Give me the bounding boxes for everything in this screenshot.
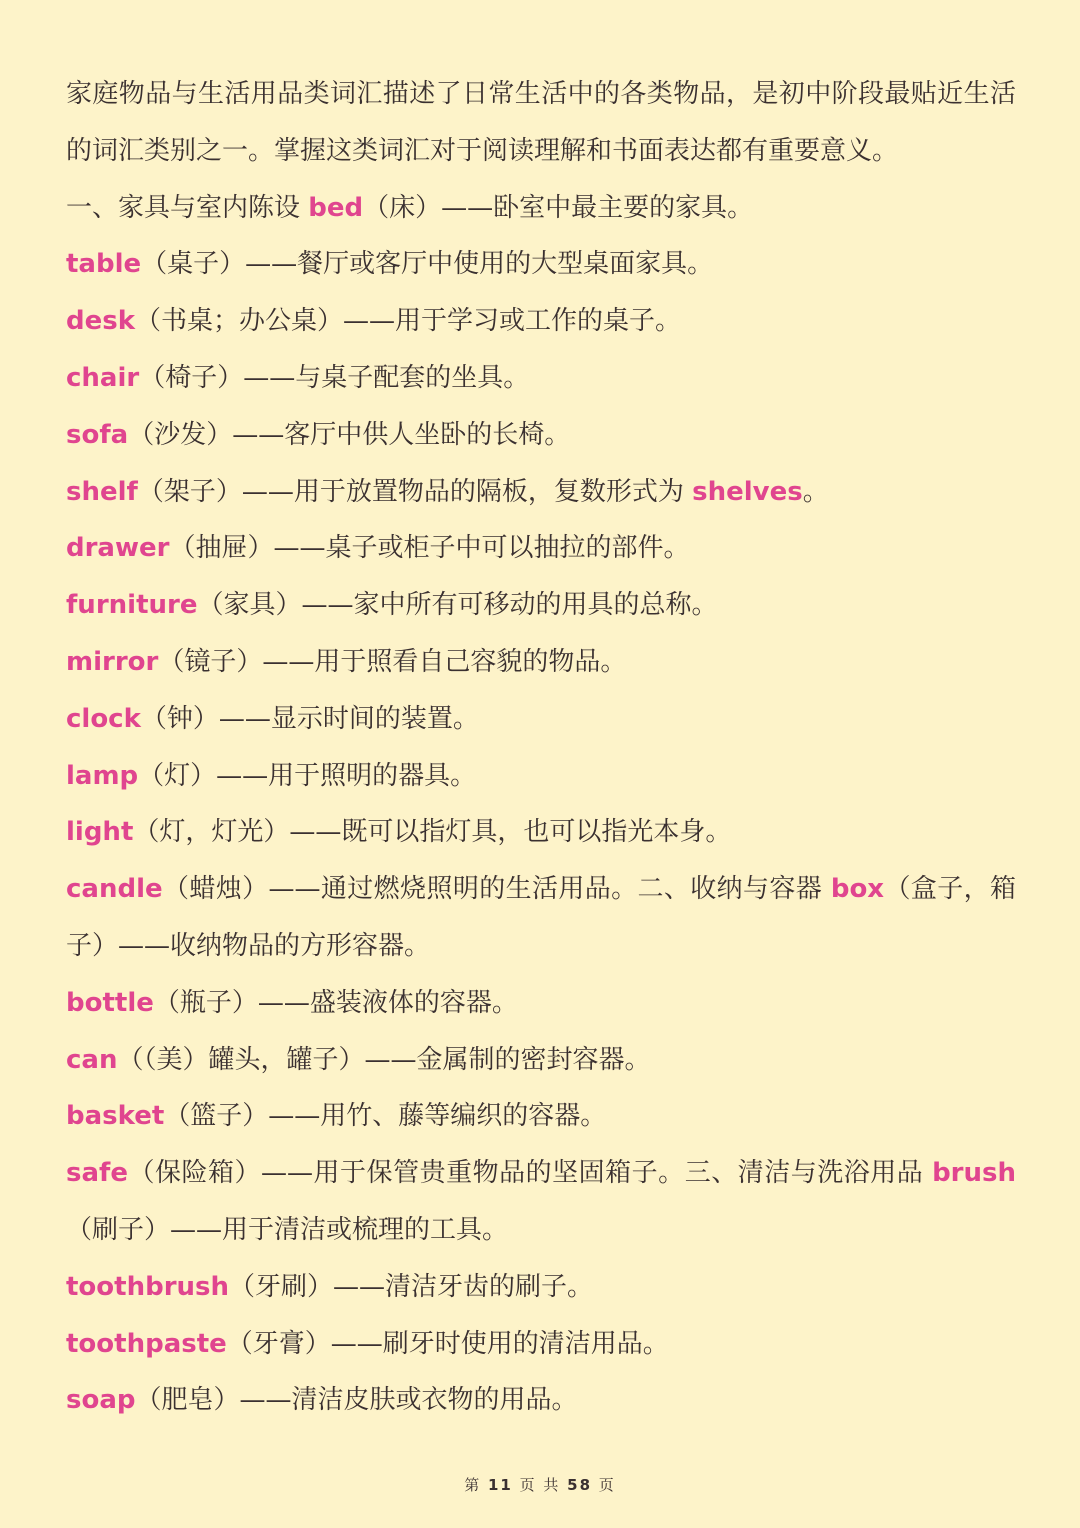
entry-clock [66, 691, 1016, 748]
entry-sofa [66, 407, 1016, 464]
keyword: chair [66, 362, 140, 393]
gloss: （桌子）——餐厅或客厅中使用的大型桌面家具。 [141, 249, 714, 280]
entry-safe [66, 1145, 1016, 1259]
gloss: （牙膏）——刷牙时使用的清洁用品。 [226, 1328, 669, 1359]
gloss: （牙刷）——清洁牙齿的刷子。 [229, 1271, 594, 1302]
entry-candle [66, 861, 1016, 975]
entry-table [66, 236, 1016, 293]
entry-can [66, 1032, 1016, 1089]
keyword: can [66, 1044, 118, 1075]
keyword: lamp [66, 760, 139, 791]
keyword: toothbrush [66, 1271, 230, 1302]
entry-light [66, 804, 1016, 861]
gloss: （沙发）——客厅中供人坐卧的长椅。 [128, 419, 571, 450]
gloss: （钟）——显示时间的装置。 [140, 703, 479, 734]
entry-chair [66, 350, 1016, 407]
gloss: （保险箱）——用于保管贵重物品的坚固箱子。 [127, 1158, 685, 1189]
section-heading-containers: 二、收纳与容器 [637, 874, 831, 905]
keyword: drawer [66, 533, 170, 564]
keyword: shelf [66, 476, 138, 507]
gloss: （（美）罐头，罐子）——金属制的密封容器。 [117, 1044, 651, 1075]
gloss: （篮子）——用竹、藤等编织的容器。 [164, 1101, 607, 1132]
entry-toothpaste [66, 1316, 1016, 1373]
gloss-tail: 。 [802, 476, 829, 507]
gloss: （抽屉）——桌子或柜子中可以抽拉的部件。 [169, 533, 690, 564]
gloss: （肥皂）——清洁皮肤或衣物的用品。 [135, 1385, 578, 1416]
intro-paragraph: 家庭物品与生活用品类词汇描述了日常生活中的各类物品，是初中阶段最贴近生活的词汇类别之一。掌握这类词汇对于阅读理解和书面表达都有重要意义。 [66, 79, 1016, 166]
gloss: （瓶子）——盛装液体的容器。 [153, 987, 518, 1018]
entry-desk [66, 293, 1016, 350]
entry-soap [66, 1372, 1016, 1429]
keyword: safe [66, 1158, 128, 1189]
entry-drawer [66, 520, 1016, 577]
page-footer [0, 1474, 1080, 1495]
gloss: （灯，灯光）——既可以指灯具，也可以指光本身。 [133, 817, 732, 848]
keyword: desk [66, 306, 136, 337]
keyword: soap [66, 1385, 136, 1416]
entry-bottle [66, 975, 1016, 1032]
keyword: light [66, 817, 134, 848]
entry-lamp [66, 748, 1016, 805]
keyword: basket [66, 1101, 165, 1132]
keyword: candle [66, 874, 163, 905]
keyword: mirror [66, 646, 159, 677]
keyword: furniture [66, 590, 198, 621]
section-heading-cleaning: 三、清洁与洗浴用品 [684, 1158, 933, 1189]
document-body [66, 66, 1016, 1429]
keyword: brush [932, 1158, 1016, 1189]
entry-shelf [66, 464, 1016, 521]
keyword: sofa [66, 419, 129, 450]
entry-basket [66, 1088, 1016, 1145]
page-number: 11 [487, 1476, 513, 1494]
footer-prefix: 第 [464, 1476, 488, 1494]
footer-suffix: 页 [592, 1476, 616, 1494]
gloss: （刷子）——用于清洁或梳理的工具。 [66, 1214, 509, 1245]
entry-toothbrush [66, 1259, 1016, 1316]
gloss: （床）——卧室中最主要的家具。 [363, 192, 754, 223]
keyword: bed [308, 192, 364, 223]
entry-mirror [66, 634, 1016, 691]
keyword: table [66, 249, 142, 280]
keyword-plural: shelves [692, 476, 803, 507]
keyword: bottle [66, 987, 154, 1018]
gloss: （椅子）——与桌子配套的坐具。 [139, 362, 530, 393]
page-total: 58 [567, 1476, 593, 1494]
gloss: （镜子）——用于照看自己容貌的物品。 [158, 646, 627, 677]
gloss: （蜡烛）——通过燃烧照明的生活用品。 [162, 874, 638, 905]
footer-middle: 页 共 [512, 1476, 568, 1494]
gloss: （盒子，箱子）——收纳物品的方形容器。 [66, 874, 1016, 961]
section-heading-furniture: 一、家具与室内陈设 [66, 192, 309, 223]
entry-bed [66, 180, 1016, 237]
keyword: clock [66, 703, 141, 734]
gloss: （架子）——用于放置物品的隔板，复数形式为 [137, 476, 693, 507]
entry-furniture [66, 577, 1016, 634]
keyword: box [830, 874, 885, 905]
gloss: （书桌；办公桌）——用于学习或工作的桌子。 [135, 306, 682, 337]
keyword: toothpaste [66, 1328, 227, 1359]
gloss: （灯）——用于照明的器具。 [138, 760, 477, 791]
gloss: （家具）——家中所有可移动的用具的总称。 [197, 590, 718, 621]
